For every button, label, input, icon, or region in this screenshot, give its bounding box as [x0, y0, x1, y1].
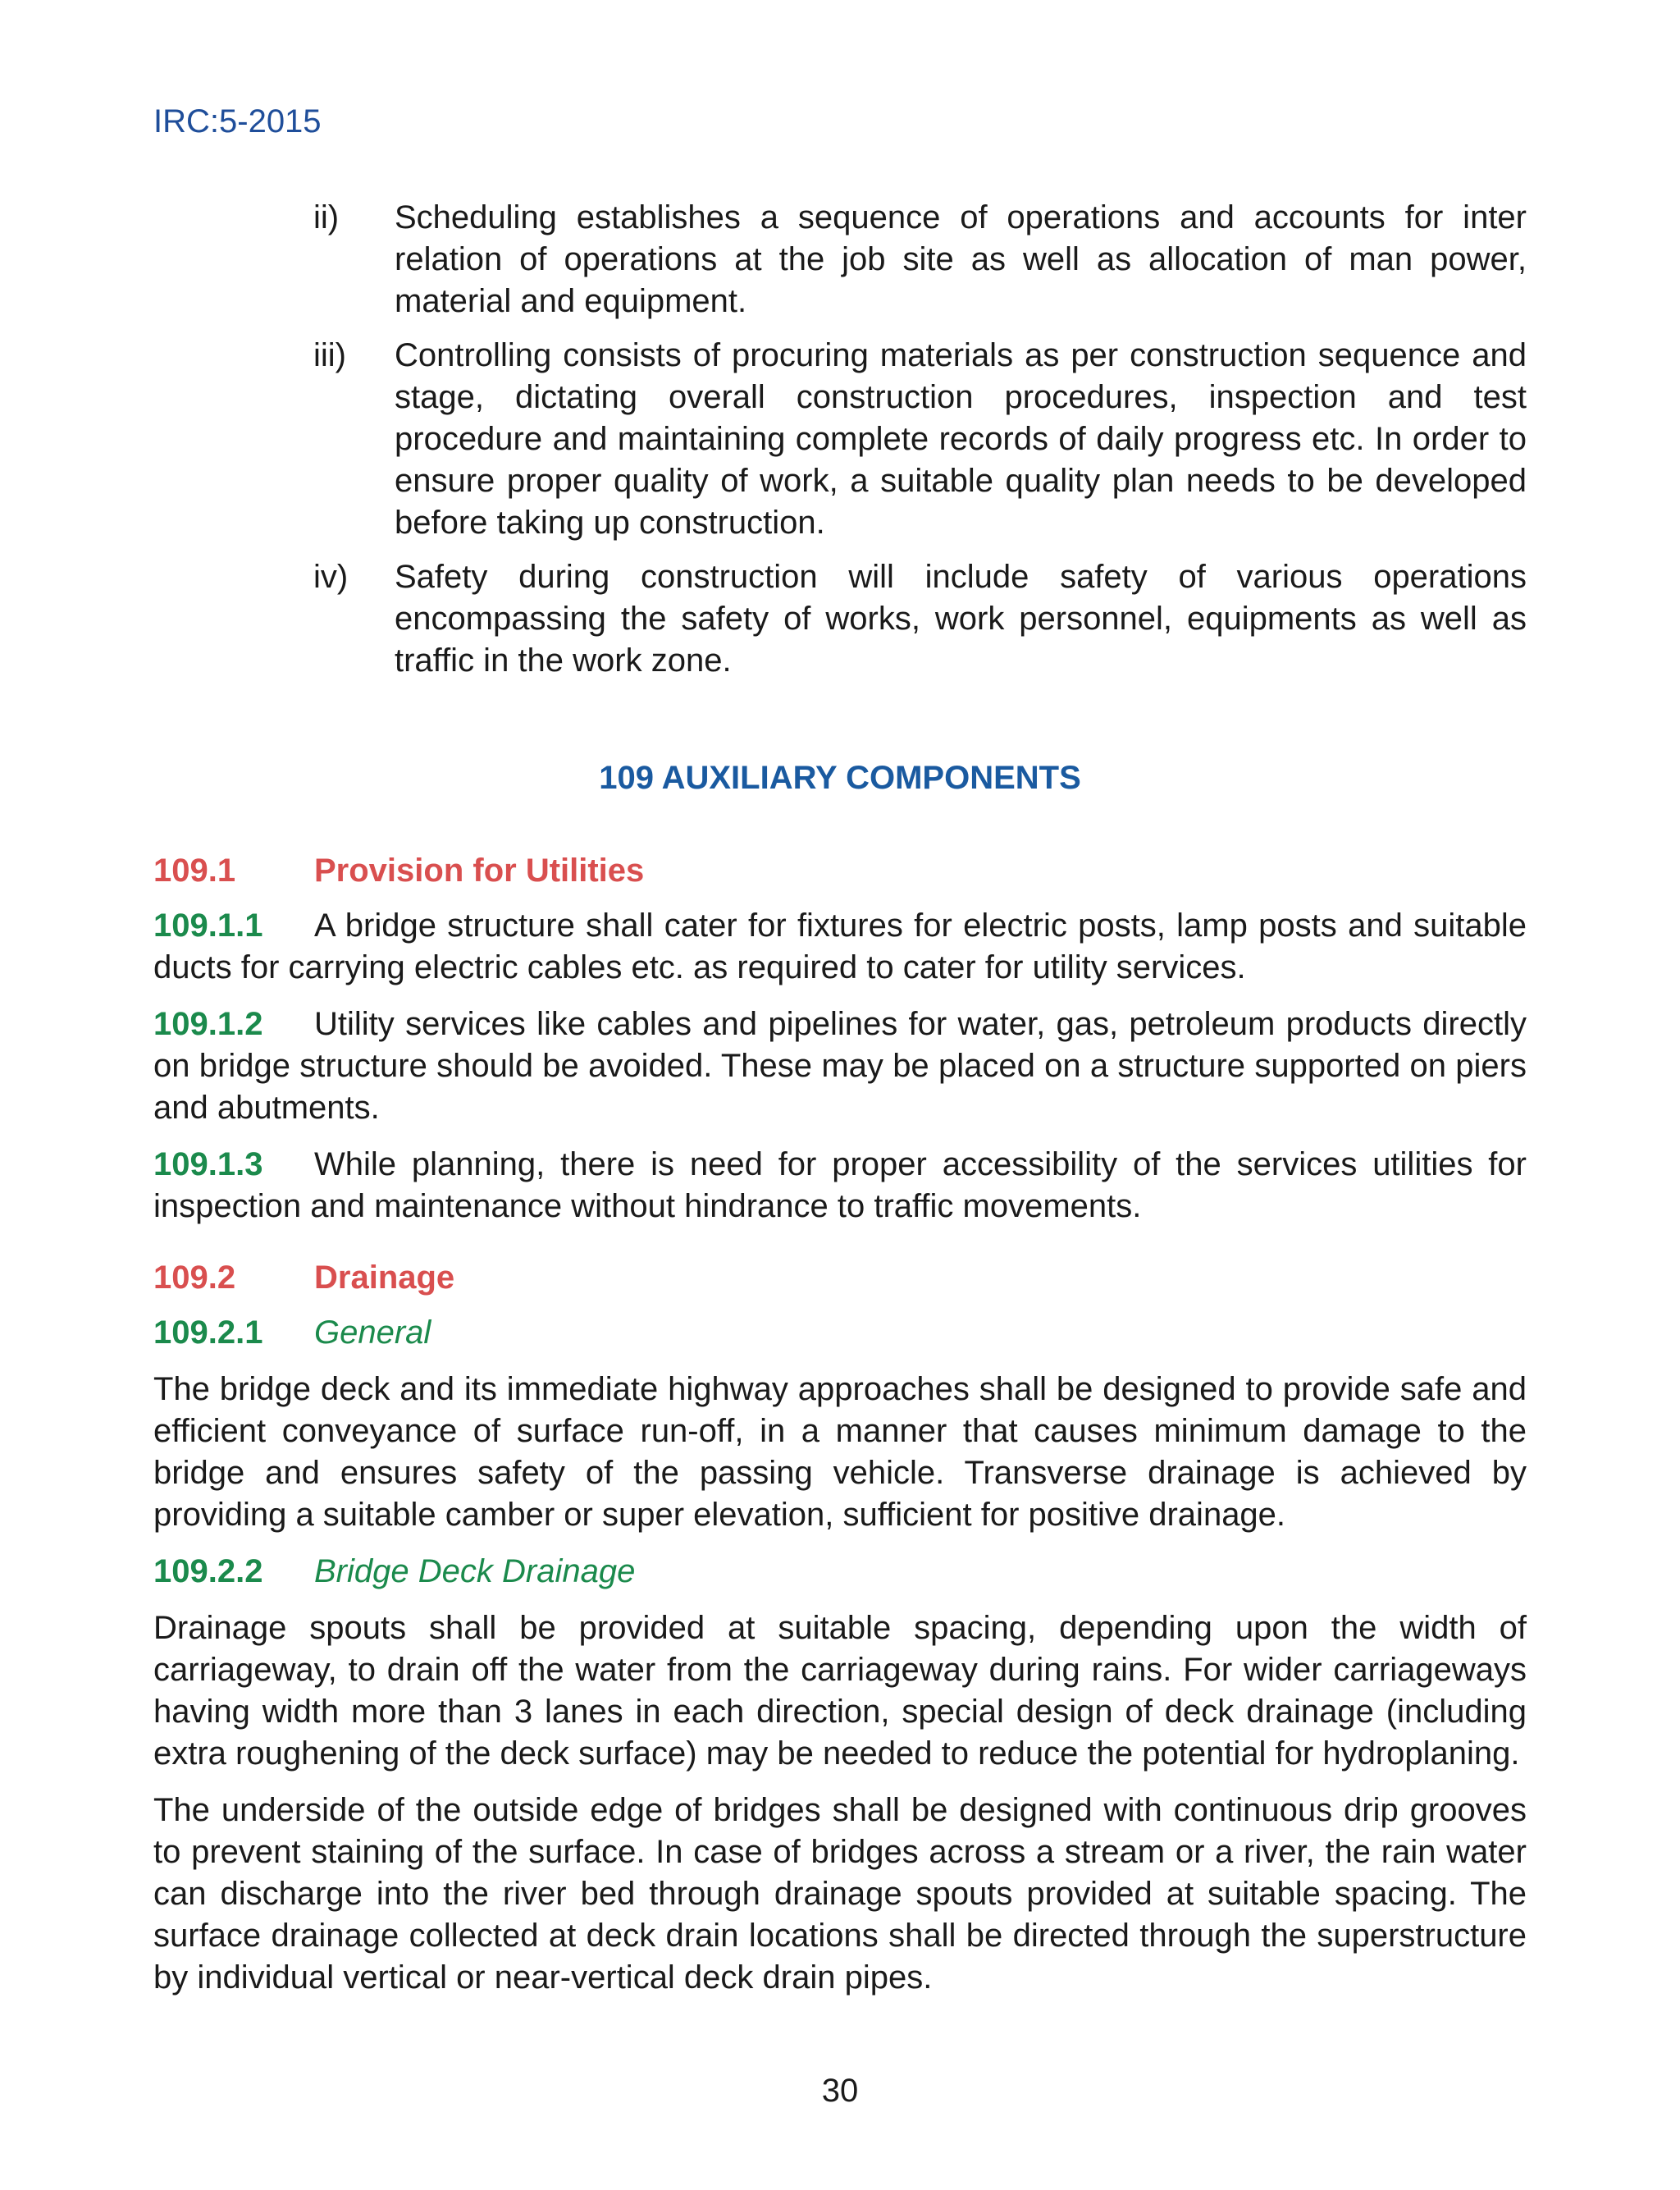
section-heading-109-1 [153, 850, 1527, 892]
section-number: 109.2 [153, 1260, 236, 1296]
document-code: IRC:5-2015 [153, 103, 322, 139]
paragraph: The underside of the outside edge of bridges shall be designed with continuous drip grooves to prevent staining of the surface. In case of bridges across a stream or a river, the rain water can discharge into the river bed through drainage spouts provided at suitable spacing. The surface drainage collected at deck drain locations shall be directed through the superstructure by individual vertical or near-vertical deck drain pipes. [153, 1792, 1527, 1996]
list-text: Controlling consists of procuring materials as per construction sequence and stage, dictating overall construction procedures, inspection and test procedure and maintaining complete records of daily progress etc. In order to ensure proper quality of work, a suitable quality plan needs to be developed before taking up construction. [395, 337, 1527, 541]
section-number: 109.1 [153, 853, 236, 889]
enumerated-list [153, 197, 1527, 682]
list-marker: iii) [313, 337, 346, 373]
section-title: Provision for Utilities [314, 853, 645, 889]
list-item [153, 335, 1527, 544]
paragraph: The bridge deck and its immediate highway approaches shall be designed to provide safe and efficient conveyance of surface run-off, in a manner that causes minimum damage to the bridge and ensures safety of the passing vehicle. Transverse drainage is achieved by providing a suitable camber or super elevation, sufficient for positive drainage. [153, 1371, 1527, 1533]
clause-number: 109.1.3 [153, 1146, 263, 1182]
clause-number: 109.1.2 [153, 1006, 263, 1042]
list-item [153, 556, 1527, 682]
list-text: Scheduling establishes a sequence of operations and accounts for inter relation of operations at the job site as well as allocation of man power, material and equipment. [395, 199, 1527, 319]
clause-text: Utility services like cables and pipelines for water, gas, petroleum products directly on bridge structure should be avoided. These may be placed on a structure supported on piers and abutments. [153, 1006, 1527, 1126]
clause-number: 109.1.1 [153, 908, 263, 944]
list-text: Safety during construction will include safety of various operations encompassing the safety of works, work personnel, equipments as well as traffic in the work zone. [395, 559, 1527, 679]
subsection-number: 109.2.1 [153, 1314, 263, 1351]
list-marker: ii) [313, 199, 340, 235]
clause-text: While planning, there is need for proper accessibility of the services utilities for inspection and maintenance without hindrance to traffic movements. [153, 1146, 1527, 1224]
subsection-title: Bridge Deck Drainage [314, 1553, 636, 1589]
clause-109-1-2 [153, 1004, 1527, 1129]
paragraph: Drainage spouts shall be provided at suitable spacing, depending upon the width of carriageway, to drain off the water from the carriageway during rains. For wider carriageways having width more than 3 lanes in each direction, special design of deck drainage (including extra roughening of the deck surface) may be needed to reduce the potential for hydroplaning. [153, 1610, 1527, 1772]
subsection-heading-109-2-2 [153, 1551, 1527, 1593]
section-title: Drainage [314, 1260, 455, 1296]
document-body [153, 197, 1527, 2014]
clause-109-1-3 [153, 1144, 1527, 1228]
chapter-heading: 109 AUXILIARY COMPONENTS [599, 760, 1081, 796]
clause-text: A bridge structure shall cater for fixtures for electric posts, lamp posts and suitable ducts for carrying electric cables etc. as required to cater for utility services. [153, 908, 1527, 985]
subsection-title: General [314, 1314, 431, 1351]
section-heading-109-2 [153, 1257, 1527, 1299]
clause-109-1-1 [153, 905, 1527, 989]
list-marker: iv) [313, 559, 349, 595]
list-item [153, 197, 1527, 322]
subsection-heading-109-2-1 [153, 1312, 1527, 1354]
page-number: 30 [821, 2073, 859, 2109]
subsection-number: 109.2.2 [153, 1553, 263, 1589]
